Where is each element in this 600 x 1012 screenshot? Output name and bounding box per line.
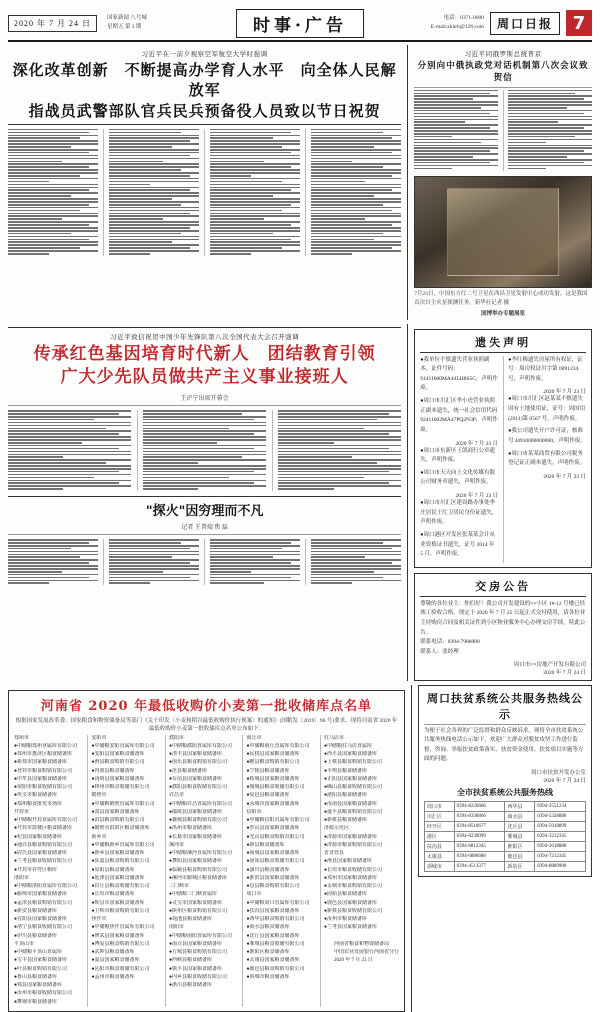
wheat-entry: 商丘市 [246,735,262,741]
wheat-entry: 三门峡市 [168,884,189,890]
hotline-title: 周口扶贫系统公共服务热线公示 [426,691,583,721]
wheat-entry: ●浚县国家粮食储备库 [91,809,140,815]
wheat-entry: ●延津县国家粮食储备库 [91,875,145,881]
wheat-entry: ●民权县国家粮食储备库 [246,752,300,758]
list-item: ●李红梅遗失房屋所有权证，证号：周房权证川字第 0091234 号，声明作废。 [508,356,583,382]
wheat-entry: 平顶山市 [14,941,35,947]
section-title: 时事·广告 [236,9,364,38]
hotline-table [424,801,586,872]
wheat-entry: ●叶县粮食购销有限公司 [14,966,68,972]
masthead-meta: 国家新闻 八号城 星期五 第 3 期 [107,15,147,30]
lead-headline-2: 指战员武警部队官兵民兵预备役人员致以节日祝贺 [28,101,381,120]
wheat-entry: ●新安县粮食储备库 [14,908,58,914]
wheat-entry: ●滑县粮食购销有限公司 [91,760,145,766]
wheat-entry: ●郏县国家粮食储备库 [14,983,63,989]
table-row [424,832,585,842]
wheat-entry: ●中储粮漯河直属库有限公司 [168,851,232,857]
handover-notice-title: 交房公告 [420,578,586,597]
masthead-contact: 电话：0371-0000 E-mail:zkhrb@126.com [430,15,484,30]
wheat-entry: 开封市 [14,809,30,815]
wheat-entry: ●温县国家粮食储备库 [91,958,140,964]
wheat-entry: ●陕州区粮食购销有限公司 [168,908,227,914]
wheat-entry: 南阳市 [168,925,184,931]
wheat-entry: ●固始县粮食储备库 [323,892,367,898]
wheat-entry: ●鹿邑县粮食购销有限公司 [246,966,305,972]
lost-notice-title: 遗失声明 [420,334,586,353]
paper-name: 周口日报 [490,12,560,35]
wheat-entry: 郑州市 [14,735,30,741]
wheat-entry: 濮阳市 [168,735,184,741]
wheat-entry: ●中储粮周口直属库有限公司 [246,900,310,906]
wheat-entry: ●中储粮驻马店直属库 [323,743,372,749]
table-cell: 0394-6886688 [454,852,505,862]
wheat-entry: ●中储粮新乡直属库有限公司 [91,842,155,848]
table-cell: 经开区 [424,822,454,832]
second-area [8,324,592,681]
wheat-entry: ●济源市国家粮食储备库 [323,834,377,840]
right-column [407,45,592,320]
wheat-title: 河南省 2020 年最低收购价小麦第一批收储库点名单 [40,698,373,714]
wheat-entry: ●伊川县粮食储备库 [14,933,58,939]
second-headline-2: 广大少先队员做共产主义事业接班人 [60,367,349,388]
wheat-entry: ●宜阳县国家粮食储备库 [14,917,68,923]
table-cell: 淮阳区 [505,842,535,852]
photo-caption: 7月23日，中国东方红二号卫星在西昌卫星发射中心成功发射，这是我国首次自主火星探测任务。新华社记者 摄 [414,290,588,306]
table-cell: 0394-7212345 [535,852,586,862]
wheat-entry: ●临颍县粮食购销有限公司 [168,867,227,873]
list-item: ●周口市川汇区建设路办事处李庄居民王红卫居民身份证遗失，声明作废。 [420,500,498,526]
table-cell: 0394-8226666 [454,802,505,812]
wheat-entry: ●宝丰县国家粮食储备库 [14,958,68,964]
table-cell: 郸城县 [505,832,535,842]
wheat-entry: ●灵宝市国家粮食储备库 [168,900,222,906]
wheat-entry: ●淇县粮食购销有限公司 [91,818,145,824]
wheat-entry: ●孟州市粮食储备库 [91,974,135,980]
masthead-center [236,9,364,38]
lead-kicker: 习近平在一前夕视察空军航空大学时强调 [141,51,268,58]
wheat-entry: 焦作市 [91,917,107,923]
wheat-entry: ●项城市粮食储备库 [246,974,290,980]
masthead-right [431,10,592,36]
wheat-entry: 驻马店市 [323,735,344,741]
table-cell: 0394-6812345 [454,842,505,852]
wheat-entry: 周口市 [246,892,262,898]
wheat-entry: ●宁陵县粮食储备库 [246,768,290,774]
wheat-entry: ●固始县粮食收储有限公司 [246,859,305,865]
wheat-entry: 中国农业发展银行河南省分行 [323,950,399,956]
lead-col-1 [8,129,98,256]
wheat-entry: ●林州市粮食收储有限公司 [91,785,150,791]
wheat-entry: ●汝南县国家粮食储备库 [323,801,377,807]
list-item: ●周口市川汇区李小虎营业执照正副本遗失，统一社会信用代码 92411602MA47PQ2N3P，声明作废。 [420,398,498,433]
feature-title: "探火"因穷理而不凡 [145,504,264,520]
handover-notice-box [414,573,592,681]
right-body-col-1 [414,90,498,171]
wheat-entry: 新乡市 [91,834,107,840]
masthead [8,6,592,42]
wheat-entry: ●永城市粮食购销有限公司 [323,884,382,890]
wheat-entry: 许昌市 [168,793,184,799]
wheat-entry: ●辉县市国家粮食储备库 [91,900,145,906]
wheat-entry: ●商城县国家粮食储备库 [246,851,300,857]
wheat-entry: ●洛宁县粮食收储有限公司 [14,925,73,931]
table-row [424,802,585,812]
wheat-entry: 信阳市 [246,809,262,815]
table-cell: 西华县 [505,802,535,812]
wheat-entry: ●汤阴县国家粮食储备库 [91,776,145,782]
notice-date: 2020 年 7 月 23 日 [543,473,586,480]
table-cell: 0394-8516677 [454,822,505,832]
wheat-entry: ●博爱县粮食购销有限公司 [91,941,150,947]
notice-date: 2020 年 7 月 23 日 [455,440,499,447]
wheat-entry: ●巩义市粮食储备库 [14,793,58,799]
wheat-entry: ●新蔡县粮食收储有限公司 [323,908,382,914]
wheat-entry: ●睢县粮食购销有限公司 [246,760,300,766]
wheat-entry: ●武陟县粮食储备库 [91,950,135,956]
second-headline-1: 传承红色基因培育时代新人 团结教育引领 [33,343,376,364]
wheat-entry: 鹤壁市 [91,793,107,799]
right-notices [407,324,592,681]
wheat-entry: ●杞县国家粮食储备库 [14,834,63,840]
wheat-entry: ●中储粮信阳直属库有限公司 [246,818,310,824]
wheat-entry: ●舞阳县国家粮食储备库 [168,859,222,865]
wheat-entry: ●禹州市粮食储备库 [168,826,212,832]
wheat-entry: ●中储粮焦作直属库有限公司 [91,925,155,931]
wheat-entry: ●中储粮郑州直属库有限公司 [14,743,78,749]
hotline-box [418,685,592,878]
right-kicker: 习近平同俄罗斯总统普京 [464,51,542,58]
bottom-area [8,685,592,1012]
wheat-entry: ●偃师市国家粮食储备库 [14,892,68,898]
table-cell: 周口市 [424,802,454,812]
hotline-sign: 周口市扶贫开发办公室 [530,770,586,777]
wheat-entry: ●获嘉县粮食购销有限公司 [91,859,150,865]
table-cell: 0394-8230099 [454,832,505,842]
wheat-entry: ●中储粮开封直属库有限公司 [14,818,78,824]
wheat-entry: ●郑州粮食批发市场库 [14,801,63,807]
wheat-entry: ●郸城县粮食收储有限公司 [246,941,305,947]
lead-body [8,129,401,256]
wheat-entry: ●淅川县粮食储备库 [168,983,212,989]
table-cell: 商水县 [505,812,535,822]
right-body-col-2 [503,90,592,171]
wheat-entry: ●滑县国家粮食储备库 [323,859,372,865]
wheat-entry: ●遂平县粮食购销有限公司 [323,809,382,815]
wheat-entry: ●中储粮南阳直属库有限公司 [168,933,232,939]
hotline-intro: 为便于社会各界的广泛监督和群众反映诉求，现将全市扶贫系统公共服务热线电话公示如下，欢迎广大群众对脱贫攻坚工作进行监督，咨询、举报扶贫政策落实、扶贫资金使用、扶贫项目实施等方面的问题。 [423,727,584,763]
wheat-entry: ●封丘县粮食收储有限公司 [91,884,150,890]
wheat-entry: 洛阳市 [14,875,30,881]
wheat-entry: ●商水县粮食储备库 [246,925,290,931]
feature-col-2 [103,539,199,585]
table-row [424,822,585,832]
second-col-3 [272,410,401,491]
wheat-entry: ●淮滨县国家粮食储备库 [246,875,300,881]
wheat-entry: ●潢川县粮食储备库 [246,867,290,873]
wheat-entry: 漯河市 [168,842,184,848]
wheat-entry: ●罗山县国家粮食储备库 [246,826,300,832]
wheat-entry: ●长垣市粮食储备库 [91,892,135,898]
wheat-entry: ●西平县国家粮食储备库 [323,752,377,758]
wheat-entry: ●孟津县粮食购销有限公司 [14,900,73,906]
notice-date: 2020 年 7 月 23 日 [455,493,499,500]
page-number: 7 [566,10,592,36]
wheat-entry: ●新蔡县粮食储备库 [323,818,367,824]
news-photo [414,176,592,288]
hotline-section [411,685,592,1012]
wheat-entry: ●襄城县粮食购销有限公司 [168,818,227,824]
wheat-entry: ●夏邑县粮食储备库 [246,793,290,799]
handover-sign-date: 2020 年 7 月 24 日 [543,669,586,676]
wheat-entry: ●鹿邑县国家粮食储备库 [323,900,377,906]
wheat-entry: ●汝州市粮食收储有限公司 [14,991,73,997]
publication-date: 2020 年 7 月 24 日 [8,15,97,32]
right-body [414,90,592,171]
table-cell: 0394-5328888 [535,812,586,822]
table-cell: 0394-5918899 [535,822,586,832]
wheat-col-3 [165,735,238,1007]
wheat-entry: ●渑池县粮食储备库 [168,917,212,923]
wheat-entry: ●邓州市国家粮食储备库 [323,875,377,881]
wheat-entry: ●原阳县粮食储备库 [91,867,135,873]
wheat-entry: ●尉氏县国家粮食储备库 [14,851,68,857]
table-row [424,852,585,862]
wheat-entry: ●太康县国家粮食储备库 [246,958,300,964]
wheat-entry: 济源示范区 [323,826,349,832]
second-col-1 [8,410,131,491]
table-cell: 鹿邑县 [505,852,535,862]
wheat-entry: ●正阳县国家粮食储备库 [323,776,377,782]
feature-col-4 [305,539,401,585]
table-cell: 沈丘县 [505,822,535,832]
lead-story [8,45,401,320]
wheat-col-1 [14,735,83,1007]
wheat-entry: ●卫辉市粮食购销有限公司 [91,908,150,914]
lost-notice-box [414,329,592,568]
wheat-entry: ●内黄县粮食储备库 [91,768,135,774]
list-item: ●周口市川汇区赵某某不慎遗失国有土地使用证，证号：周国用(2011)第 0567 号，声明作废。 [508,396,586,422]
wheat-entry: ●扶沟县国家粮食储备库 [246,908,300,914]
table-cell: 太康县 [424,852,454,862]
wheat-entry: ●中储粮商丘直属库有限公司 [246,743,310,749]
wheat-entry: ●西华县粮食购销有限公司 [246,917,305,923]
wheat-entry: ●中储粮许昌直属库有限公司 [168,801,232,807]
table-cell: 港区 [424,832,454,842]
wheat-entry: ●永城市国家粮食储备库 [246,801,300,807]
wheat-columns [14,735,399,1007]
wheat-entry: ●安阳县国家粮食储备库 [91,752,145,758]
wheat-entry: ●西峡县粮食储备库 [168,958,212,964]
hotline-sign-date: 2020 年 7 月 24 日 [543,778,586,785]
wheat-entry: ●漯河市郾城区粮食储备库 [168,875,227,881]
wheat-entry: ●泌阳县粮食储备库 [323,793,367,799]
wheat-entry: ●兰考县国家粮食储备库 [323,925,377,931]
wheat-entry: ●平舆县粮食储备库 [323,768,367,774]
wheat-entry: ●新乡县国家粮食储备库 [91,851,145,857]
wheat-entry: 安阳市 [91,735,107,741]
wheat-entry: ●兰考县粮食收储有限公司 [14,859,73,865]
wheat-entry [324,933,399,941]
list-item: ●我公司遗失开户许可证，核准号 J4910000000000，声明作废。 [508,428,586,444]
wheat-entry: ●登封市粮食购销有限公司 [14,768,73,774]
wheat-entry: ●通许县粮食购销有限公司 [14,842,73,848]
table-cell: 0394-8338866 [454,812,505,822]
handover-body: 尊敬的各位业主：你们好！我公司开发建设的××小区 1#-12 号楼已经竣工验收合格，现定于 2020 年 7 月 25 日起正式交付使用，请各位业主持购房合同及相关证件到小区物业服务中心办理交房手续。特此公告。 [420,600,586,636]
wheat-entry: ●修武县国家粮食储备库 [91,933,145,939]
wheat-entry: ●中储粮洛阳直属库有限公司 [14,884,78,890]
wheat-entry: ●沁阳市粮食收储有限公司 [91,966,150,972]
wheat-entry: ●内乡县粮食收储有限公司 [168,974,227,980]
wheat-entry: ●沈丘县国家粮食储备库 [246,933,300,939]
wheat-entry: ●息县粮食购销有限公司 [246,884,300,890]
wheat-entry: ●光山县粮食购销有限公司 [246,834,305,840]
second-story [8,324,401,681]
table-cell: 0394-4513377 [454,862,505,872]
wheat-entry: ●虞城县粮食收储有限公司 [246,785,305,791]
wheat-entry: ●汝州市粮食储备库 [323,917,367,923]
wheat-entry: ●确山县粮食收储有限公司 [323,785,382,791]
top-area [8,45,592,320]
second-kicker: 习近平致信祝贺中国少年先锋队第八次全国代表大会召开强调 [110,333,300,341]
wheat-entry: ●鲁山县粮食储备库 [14,974,58,980]
wheat-entry: ●镇平县国家粮食储备库 [168,966,222,972]
feature-col-3 [204,539,300,585]
wheat-entry: ●济源市粮食购销有限公司 [323,842,382,848]
feature-col-1 [8,539,98,585]
wheat-entry: ●柘城县国家粮食储备库 [246,776,300,782]
wheat-col-2 [87,735,160,1007]
wheat-entry: ●郑州市惠济区粮食储备库 [14,752,73,758]
wheat-entry: 河南省粮食和物资储备局 [323,941,389,947]
handover-contact: 联系电话：0394-7986000 [420,639,480,646]
lead-col-3 [204,129,300,256]
right-headline: 分别向中俄执政党对话机制第八次会议致贺信 [417,61,589,84]
wheat-entry: ●新郑市国家粮食储备库 [14,760,68,766]
table-cell: 0394-3212345 [535,832,586,842]
wheat-entry: ●鄢陵县国家粮食储备库 [168,809,222,815]
table-cell: 0394-2551234 [535,802,586,812]
table-cell: 扶沟县 [424,842,454,852]
wheat-entry: ●濮阳县粮食收储有限公司 [168,785,227,791]
wheat-entry: ●方城县粮食购销有限公司 [168,950,227,956]
wheat-entry: ●中牟县国家粮食储备库 [14,776,68,782]
handover-contact-2: 联系人：张经理 [420,648,459,655]
table-cell: 新站区 [505,862,535,872]
list-item: ●周口港区开发区张某某会计从业资格证书遗失，证号 2014 年 5 月，声明作废。 [420,531,496,558]
wheat-entry: ●南乐县粮食购销有限公司 [168,760,227,766]
second-body [8,410,401,491]
list-item: ●周口市东新区王凯商行公章遗失，声明作废。 [420,447,496,464]
list-item: ●周口市某某商贸有限公司税务登记证正副本遗失，声明作废。 [508,450,586,467]
lead-col-4 [305,129,401,256]
wheat-list-box [8,690,405,1012]
wheat-entry: ●长葛市国家粮食储备库 [168,834,222,840]
lead-headline-1: 深化改革创新 不断提高办学育人水平 向全体人民解放军 [12,61,397,100]
wheat-entry: ●上蔡县粮食购销有限公司 [323,760,382,766]
table-row [424,812,585,822]
wheat-subtitle: 根据国家发展改革委、国家粮食和物资储备局等部门《关于印发〈小麦和稻谷最低收购价执行预案〉的通知》(国粮发〔2019〕96 号)要求，现将河南省 2020 年最低收购价小麦第一批收储库点名单公布如下： [15,717,398,732]
wheat-entry: ●淮阳区粮食储备库 [246,950,290,956]
wheat-entry: ●中储粮三门峡直属库 [168,892,217,898]
list-item: ●周口市天天向上文化传媒有限公司财务章遗失，声明作废。 [420,469,496,486]
table-cell: 0394-2618888 [535,842,586,852]
table-cell: 项城市 [424,862,454,872]
wheat-entry: ●新县粮食储备库 [246,842,285,848]
wheat-entry: ●范县粮食储备库 [168,768,207,774]
list-item: ●我单位不慎遗失营业执照副本，证件号码：91411600MA44LH8S5C，声明作废。 [420,356,498,392]
photo-caption-2: 国博举办专题展览 [481,311,526,318]
second-byline: 王沪宁出席开幕会 [180,396,229,403]
wheat-entry: ●鹤壁市淇滨区粮食储备库 [91,826,150,832]
wheat-entry: ●中储粮平顶山直属库 [14,950,63,956]
wheat-entry: ●中储粮鹤壁直属库有限公司 [91,801,155,807]
wheat-entry: ●清丰县国家粮食储备库 [168,752,222,758]
wheat-entry: ●开封市祥符区粮库 [14,867,58,873]
second-col-2 [137,410,266,491]
notice-date: 2020 年 7 月 23 日 [543,389,586,396]
wheat-entry: ●长垣市粮食收储有限公司 [323,867,382,873]
hotline-table-title: 全市扶贫系统公共服务热线 [456,788,553,798]
wheat-entry: ●台前县国家粮食储备库 [168,776,222,782]
feature-body [8,539,401,585]
wheat-entry: ●舞钢市粮食储备库 [14,999,58,1005]
handover-sign: 周口市××房地产开发有限公司 [513,661,586,668]
lead-col-2 [103,129,199,256]
wheat-entry: 省直管县 [323,851,344,857]
feature-byline: 记者 王普瑞 焦 磊 [181,525,228,532]
table-row [424,862,585,872]
wheat-entry: ●中储粮安阳直属库有限公司 [91,743,155,749]
table-cell: 0394-8889900 [535,862,586,872]
wheat-col-4 [242,735,315,1007]
wheat-entry: ●中储粮濮阳直属库有限公司 [168,743,232,749]
wheat-col-5 [320,735,399,1007]
wheat-entry: ●开封市鼓楼区粮食储备库 [14,826,73,832]
wheat-entry: ●荥阳市粮食收储有限公司 [14,785,73,791]
wheat-entry: 2020 年 7 月 23 日 [323,958,373,964]
wheat-entry: ●南召县国家粮食储备库 [168,941,222,947]
table-cell: 川汇区 [424,812,454,822]
